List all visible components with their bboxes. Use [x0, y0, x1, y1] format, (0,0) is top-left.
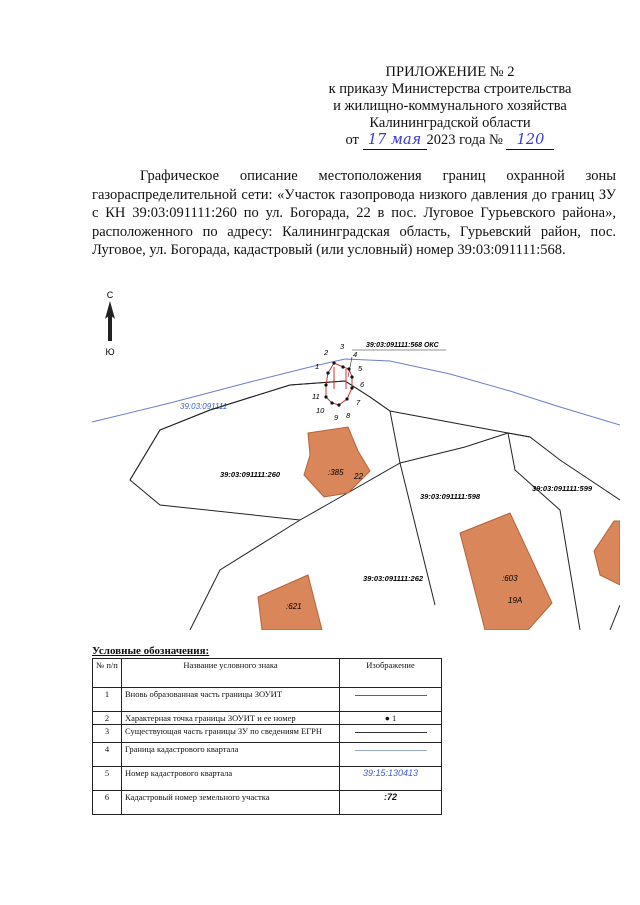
north-arrow-icon	[105, 301, 115, 341]
legend-row	[93, 725, 442, 743]
point-label-5: 5	[358, 364, 363, 373]
point-label-6: 6	[360, 380, 365, 389]
point-sample-label: 1	[392, 713, 397, 723]
building-603	[460, 513, 552, 630]
house-number-22: 22	[354, 472, 363, 481]
house-number-19a: 19A	[508, 596, 523, 605]
point-label-7: 7	[356, 398, 361, 407]
point-label-4: 4	[353, 350, 358, 359]
zone-point	[337, 403, 340, 406]
zone-point	[341, 365, 344, 368]
oks-label: 39:03:091111:568 ОКС	[366, 342, 439, 349]
handwritten-number: 120	[506, 132, 554, 150]
legend-row-image	[340, 743, 442, 767]
appendix-header	[300, 64, 600, 150]
legend-table	[92, 658, 442, 815]
legend-col-name: Название условного знака	[122, 659, 340, 688]
parcel-number-sample: :72	[383, 792, 397, 802]
zone-point	[345, 397, 348, 400]
legend-row-image: ● 1	[340, 712, 442, 725]
legend-row-num: 5	[93, 767, 122, 791]
point-label-10: 10	[316, 406, 325, 415]
point-label-11: 11	[312, 392, 320, 401]
appendix-title: ПРИЛОЖЕНИЕ № 2	[385, 64, 515, 80]
handwritten-date: 17 мая	[363, 132, 427, 150]
point-label-2: 2	[324, 348, 329, 357]
legend-row-name: Вновь образованная часть границы ЗОУИТ	[122, 688, 340, 712]
point-label-8: 8	[346, 411, 351, 420]
parcel-598-left-boundary	[400, 463, 435, 605]
legend-row-num: 2	[93, 712, 122, 725]
year-text: 2023 года №	[426, 132, 503, 148]
appendix-date-line	[300, 132, 600, 150]
parcel-598-top-boundary	[400, 433, 508, 463]
zone-point	[326, 371, 329, 374]
legend-title: Условные обозначения:	[92, 645, 210, 657]
legend-header-row	[93, 659, 442, 688]
legend-row-name: Граница кадастрового квартала	[122, 743, 340, 767]
cadastral-map	[90, 285, 620, 630]
building-385	[304, 427, 370, 497]
point-label-1: 1	[315, 362, 320, 371]
legend-row	[93, 712, 442, 725]
south-label: Ю	[105, 347, 115, 357]
black-line-sample	[355, 732, 427, 733]
from-word: от	[345, 132, 359, 148]
legend-row	[93, 743, 442, 767]
legend-row-num: 3	[93, 725, 122, 743]
zone-point	[347, 367, 350, 370]
legend-row-image	[340, 725, 442, 743]
zone-point	[350, 386, 353, 389]
point-label-3: 3	[340, 342, 345, 351]
zone-point	[324, 383, 327, 386]
north-label: С	[106, 290, 114, 300]
parcel-262-label: 39:03:091111:262	[363, 574, 424, 583]
quarter-boundary-line	[92, 359, 620, 425]
building-603-label: :603	[502, 574, 518, 583]
legend-row-image	[340, 767, 442, 791]
zone-point	[350, 375, 353, 378]
building-621-label: :621	[286, 602, 302, 611]
quarter-number: 39:03:091111	[180, 402, 228, 411]
legend-row-name: Существующая часть границы ЗУ по сведениям ЕГРН	[122, 725, 340, 743]
legend-row-image	[340, 688, 442, 712]
zone-point	[330, 401, 333, 404]
legend-col-image: Изображение	[340, 659, 442, 688]
legend-row-name: Номер кадастрового квартала	[122, 767, 340, 791]
legend-row	[93, 767, 442, 791]
red-line-sample	[355, 695, 427, 696]
legend-row-num: 4	[93, 743, 122, 767]
legend-row-name: Характерная точка границы ЗОУИТ и ее номер	[122, 712, 340, 725]
appendix-line-3: и жилищно-коммунального хозяйства	[333, 98, 567, 114]
point-label-9: 9	[334, 413, 339, 422]
appendix-line-4: Калининградской области	[369, 115, 531, 131]
blue-line-sample	[355, 750, 427, 751]
building-385-label: :385	[328, 468, 344, 477]
legend-row-num: 1	[93, 688, 122, 712]
zone-point	[324, 395, 327, 398]
legend-row-name: Кадастровый номер земельного участка	[122, 791, 340, 815]
appendix-line-2: к приказу Министерства строительства	[328, 81, 572, 97]
parcel-edge-line	[610, 605, 620, 630]
legend-col-num: № п/п	[93, 659, 122, 688]
legend-row-image	[340, 791, 442, 815]
legend-row	[93, 688, 442, 712]
graphic-description-paragraph: Графическое описание местоположения границ охранной зоны газораспределительной сети: «Участок газопровода низкого давления до границ ЗУ с КН 39:03:091111:260 по ул. Богорада, 22 в пос. Луговое Гурьевского района», расположенного по адресу: Калининградская область, Гурьевский район, пос. Луговое, ул. Богорада, кадастровый (или условный) номер 39:03:091111:568.	[92, 168, 616, 258]
parcel-598-label: 39:03:091111:598	[420, 492, 481, 501]
parcel-260-label: 39:03:091111:260	[220, 470, 281, 479]
zone-point	[332, 361, 335, 364]
parcel-599-label: 39:03:091111:599	[532, 484, 593, 493]
quarter-number-sample: 39:15:130413	[362, 768, 419, 778]
legend-row	[93, 791, 442, 815]
building-partial-right	[594, 521, 620, 585]
legend-row-num: 6	[93, 791, 122, 815]
